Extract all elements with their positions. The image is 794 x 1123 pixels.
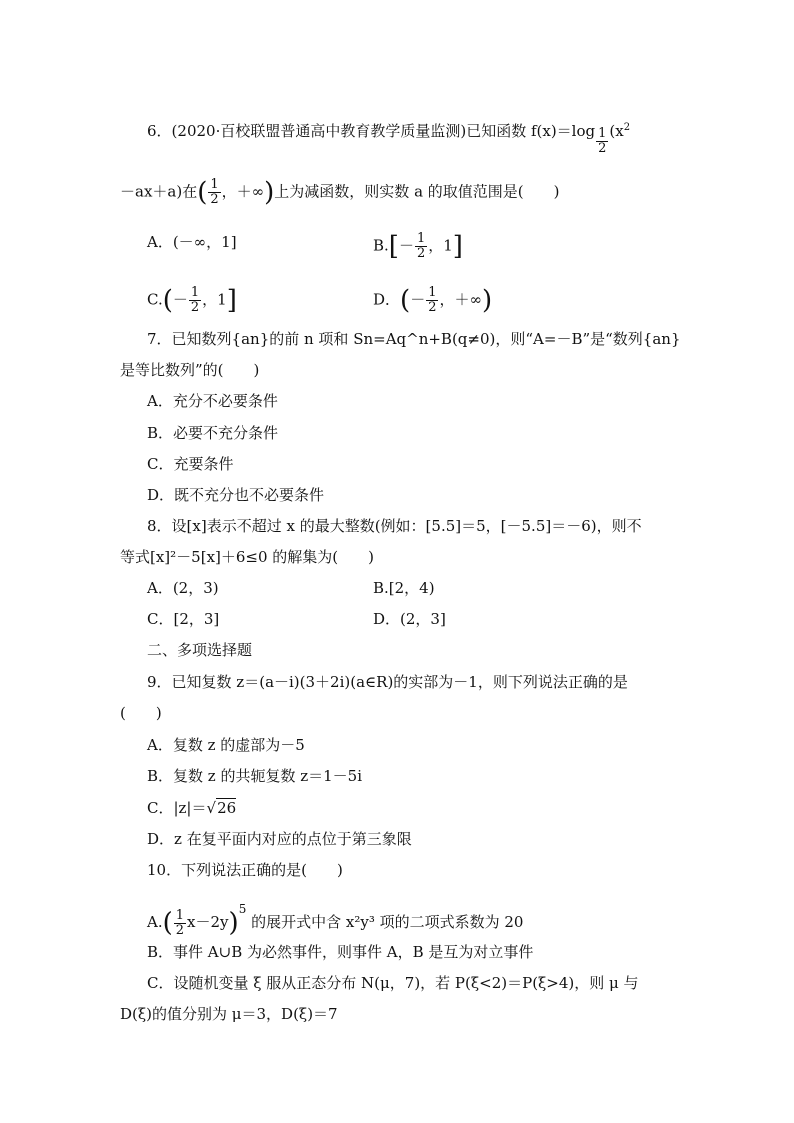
q10-option-b: B．事件 A∪B 为必然事件，则事件 A，B 是互为对立事件: [147, 943, 534, 961]
q9-line2: ( ): [120, 704, 162, 722]
q9-option-b: B．复数 z 的共轭复数 z＝1－5i: [147, 767, 363, 785]
q9-option-c: C．|z|＝√26: [147, 799, 237, 817]
section-heading: 二、多项选择题: [147, 641, 253, 659]
q7-option-d: D．既不充分也不必要条件: [147, 486, 325, 504]
q9-line1: 9．已知复数 z＝(a－i)(3＋2i)(a∈R)的实部为－1，则下列说法正确的是: [147, 673, 628, 691]
q8-line1: 8．设[x]表示不超过 x 的最大整数(例如：[5.5]＝5，[－5.5]＝－6)，则不: [147, 517, 642, 535]
q9-option-d: D．z 在复平面内对应的点位于第三象限: [147, 830, 412, 848]
q6-line1: 6．(2020·百校联盟普通高中教育教学质量监测)已知函数 f(x)＝log $\frac{1}{2}$ ($x^2$: [147, 122, 631, 156]
q6-line2: －ax＋a)在( $\frac{1}{2}$ ，＋∞)上为减函数，则实数 a 的取值范围是( ): [120, 177, 560, 208]
q7-option-b: B．必要不充分条件: [147, 424, 279, 442]
q10-option-a: A.( $\frac{1}{2}$ x－2y)$^5$ 的展开式中含 x²y³ 项的二项式系数为 20: [147, 902, 524, 938]
q8-option-b: B.[2，4): [373, 579, 435, 597]
q8-option-a: A．(2，3): [147, 579, 219, 597]
q8-option-c: C．[2，3]: [147, 610, 220, 628]
q8-option-d: D．(2，3]: [373, 610, 446, 628]
q7-option-c: C．充要条件: [147, 455, 234, 473]
q7-option-a: A．充分不必要条件: [147, 392, 278, 410]
q7-line1: 7．已知数列{an}的前 n 项和 Sn=Aq^n+B(q≠0)，则“A=－B”是“数列{an}: [147, 330, 681, 348]
q6-option-d: D．(－ $\frac{1}{2}$ ，＋∞): [373, 285, 493, 316]
q10-option-c-line1: C．设随机变量 ξ 服从正态分布 N(μ，7)，若 P(ξ<2)＝P(ξ>4)，则 μ 与: [147, 974, 639, 992]
log-base-fraction: $\frac{1}{2}$: [598, 126, 607, 156]
q10-option-c-line2: D(ξ)的值分别为 μ＝3，D(ξ)＝7: [120, 1005, 338, 1023]
q8-line2: 等式[x]²－5[x]＋6≤0 的解集为( ): [120, 548, 375, 566]
q10-line1: 10．下列说法正确的是( ): [147, 861, 343, 879]
q6-option-b: B.[－ $\frac{1}{2}$ ，1]: [373, 231, 463, 262]
q9-option-a: A．复数 z 的虚部为－5: [147, 736, 305, 754]
interval-fraction: $\frac{1}{2}$: [210, 177, 219, 207]
q7-line2: 是等比数列”的( ): [120, 361, 260, 379]
q6-option-a: A．(－∞，1]: [147, 233, 237, 251]
q6-option-c: C.(－ $\frac{1}{2}$ ，1]: [147, 285, 237, 316]
